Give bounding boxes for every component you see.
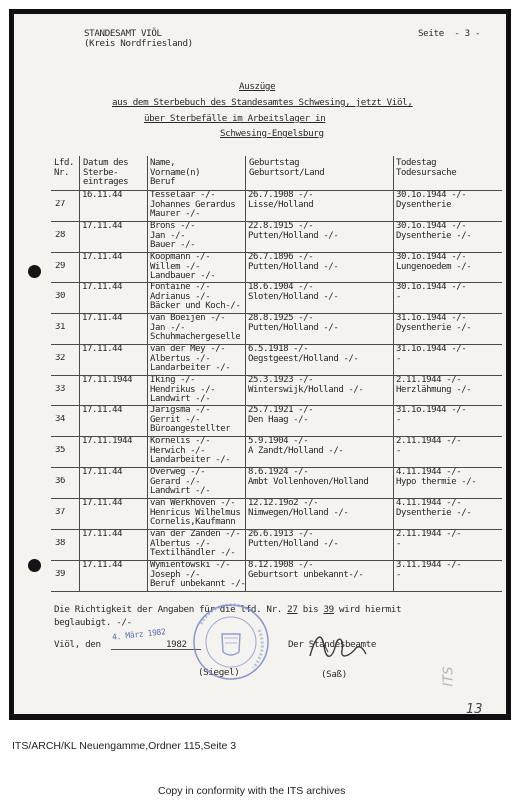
table-cell-birth: 6.5.1918 -/- Oegstgeest/Holland -/- <box>248 345 359 364</box>
table-cell-name: van der Zanden -/- Albertus -/- Textilhändler -/- <box>150 530 241 559</box>
col-header-number: Lfd. Nr. <box>54 158 75 178</box>
table-column-divider <box>245 156 246 591</box>
table-cell-nr: 35 <box>55 446 66 455</box>
signature-label: (Saß) <box>321 669 347 680</box>
table-cell-death: 2.11.1944 -/- - <box>396 437 462 456</box>
table-cell-birth: 8.12.1908 -/- Geburtsort unbekannt-/- <box>248 561 364 580</box>
table-cell-name: Brons -/- Jan -/- Bauer -/- <box>150 222 196 251</box>
table-cell-birth: 26.6.1913 -/- Putten/Holland -/- <box>248 530 339 549</box>
table-cell-death: 3.11.1944 -/- - <box>396 561 462 580</box>
table-cell-date: 17.11.44 <box>82 406 123 415</box>
table-cell-death: 2.11.1944 -/- Herzlähmung -/- <box>396 376 472 395</box>
signature-icon <box>302 626 372 671</box>
table-cell-death: 30.1o.1944 -/- - <box>396 283 467 302</box>
table-cell-death: 31.1o.1944 -/- - <box>396 406 467 425</box>
table-cell-birth: 26.7.1896 -/- Putten/Holland -/- <box>248 253 339 272</box>
table-cell-death: 30.1o.1944 -/- Lungenoedem -/- <box>396 253 472 272</box>
table-row-divider <box>51 591 502 592</box>
table-cell-nr: 27 <box>55 200 66 209</box>
district-name: (Kreis Nordfriesland) <box>84 38 193 49</box>
table-cell-name: van der Mey -/- Albertus -/- Landarbeiter -/- <box>150 345 231 374</box>
col-header-name: Name, Vorname(n) Beruf <box>150 158 201 188</box>
seal-label: (Siegel) <box>198 667 240 678</box>
faint-stamp-mark: ITS <box>441 666 457 687</box>
date-line <box>111 649 201 650</box>
official-title: Der Standesbeamte <box>288 639 377 650</box>
title-extracts: Auszüge <box>239 81 276 92</box>
table-cell-date: 17.11.44 <box>82 561 123 570</box>
table-cell-birth: 22.8.1915 -/- Putten/Holland -/- <box>248 222 339 241</box>
table-cell-name: Wymientowski -/- Joseph -/- Beruf unbekannt -/- <box>150 561 246 590</box>
certification-line-2: beglaubigt. -/- <box>54 617 132 628</box>
table-cell-nr: 31 <box>55 323 66 332</box>
document-page <box>14 14 506 714</box>
table-cell-nr: 28 <box>55 231 66 240</box>
table-cell-date: 17.11.44 <box>82 314 123 323</box>
punch-hole-top <box>28 265 41 278</box>
conformity-note: Copy in conformity with the ITS archives <box>158 785 346 797</box>
table-cell-name: Jarigsma -/- Gerrit -/- Büroangestellter <box>150 406 231 435</box>
table-cell-date: 17.11.1944 <box>82 376 133 385</box>
table-cell-nr: 38 <box>55 539 66 548</box>
table-cell-birth: 26.7.1908 -/- Lisse/Holland <box>248 191 314 210</box>
table-cell-nr: 39 <box>55 570 66 579</box>
table-column-divider <box>147 156 148 591</box>
table-cell-birth: 18.6.1904 -/- Sloten/Holland -/- <box>248 283 339 302</box>
table-cell-death: 2.11.1944 -/- - <box>396 530 462 549</box>
table-cell-name: Overweg -/- Gerard -/- Landwirt -/- <box>150 468 211 497</box>
table-cell-date: 17.11.44 <box>82 222 123 231</box>
handwritten-page-number: 13 <box>466 702 483 714</box>
table-column-divider <box>79 156 80 591</box>
col-header-date: Datum des Sterbe- eintrages <box>83 158 129 188</box>
table-cell-date: 17.11.44 <box>82 468 123 477</box>
table-cell-nr: 30 <box>55 292 66 301</box>
title-line-2: aus dem Sterbebuch des Standesamtes Schwesing, jetzt Viöl, <box>112 97 413 108</box>
table-cell-name: Koopmann -/- Willem -/- Landbauer -/- <box>150 253 216 282</box>
table-cell-birth: 5.9.1904 -/- A Zandt/Holland -/- <box>248 437 344 456</box>
table-cell-date: 17.11.44 <box>82 345 123 354</box>
table-cell-date: 17.11.1944 <box>82 437 133 446</box>
table-cell-date: 17.11.44 <box>82 283 123 292</box>
table-cell-name: Iking -/- Hendrikus -/- Landwirt -/- <box>150 376 216 405</box>
table-cell-birth: 25.7.1921 -/- Den Haag -/- <box>248 406 314 425</box>
table-cell-date: 17.11.44 <box>82 530 123 539</box>
table-cell-death: 4.11.1944 -/- Dysentherie -/- <box>396 499 472 518</box>
table-column-divider <box>393 156 394 591</box>
title-line-3: über Sterbefälle im Arbeitslager in <box>144 113 326 124</box>
table-cell-name: Tesselaar -/- Johannes Gerardus Maurer -/- <box>150 191 236 220</box>
page-number: Seite - 3 - <box>418 28 481 39</box>
table-cell-death: 30.1o.1944 -/- Dysentherie -/- <box>396 222 472 241</box>
table-cell-birth: 28.8.1925 -/- Putten/Holland -/- <box>248 314 339 333</box>
year-text: 1982 <box>166 639 187 650</box>
table-cell-death: 30.1o.1944 -/- Dysentherie <box>396 191 467 210</box>
date-stamp: 4. März 1982 <box>111 627 166 642</box>
certification-text: Die Richtigkeit der Angaben für die lfd. Nr. 27 bis 39 wird hiermit <box>54 604 402 615</box>
table-cell-birth: 12.12.19o2 -/- Nimwegen/Holland -/- <box>248 499 349 518</box>
table-cell-nr: 29 <box>55 262 66 271</box>
col-header-death: Todestag Todesursache <box>396 158 457 178</box>
place-date-label: Viöl, den <box>54 639 101 650</box>
table-cell-name: van Boeijen -/- Jan -/- Schuhmachergeselle <box>150 314 241 343</box>
table-cell-date: 17.11.44 <box>82 499 123 508</box>
title-line-4: Schwesing-Engelsburg <box>220 128 324 139</box>
table-cell-nr: 32 <box>55 354 66 363</box>
table-cell-name: Fontaine -/- Adrianus -/- Bäcker und Koch-/- <box>150 283 241 312</box>
table-cell-birth: 25.3.1923 -/- Winterswijk/Holland -/- <box>248 376 364 395</box>
punch-hole-bottom <box>28 559 41 572</box>
office-name: STANDESAMT VIÖL <box>84 28 162 39</box>
table-cell-birth: 8.6.1924 -/- Ambt Vollenhoven/Holland <box>248 468 369 487</box>
table-cell-date: 16.11.44 <box>82 191 123 200</box>
archive-reference: ITS/ARCH/KL Neuengamme,Ordner 115,Seite 3 <box>12 740 237 752</box>
table-cell-nr: 34 <box>55 415 66 424</box>
table-cell-name: Kornelis -/- Herwich -/- Landarbeiter -/- <box>150 437 231 466</box>
table-cell-death: 31.1o.1944 -/- - <box>396 345 467 364</box>
official-seal-icon <box>191 602 271 682</box>
table-cell-nr: 36 <box>55 477 66 486</box>
table-cell-death: 31.1o.1944 -/- Dysentherie -/- <box>396 314 472 333</box>
table-cell-name: van Werkhoven -/- Henricus Wilhelmus Cornelis,Kaufmann <box>150 499 241 528</box>
col-header-birth: Geburtstag Geburtsort/Land <box>249 158 325 178</box>
table-cell-nr: 33 <box>55 385 66 394</box>
table-cell-nr: 37 <box>55 508 66 517</box>
table-cell-death: 4.11.1944 -/- Hypo thermie -/- <box>396 468 477 487</box>
table-cell-date: 17.11.44 <box>82 253 123 262</box>
